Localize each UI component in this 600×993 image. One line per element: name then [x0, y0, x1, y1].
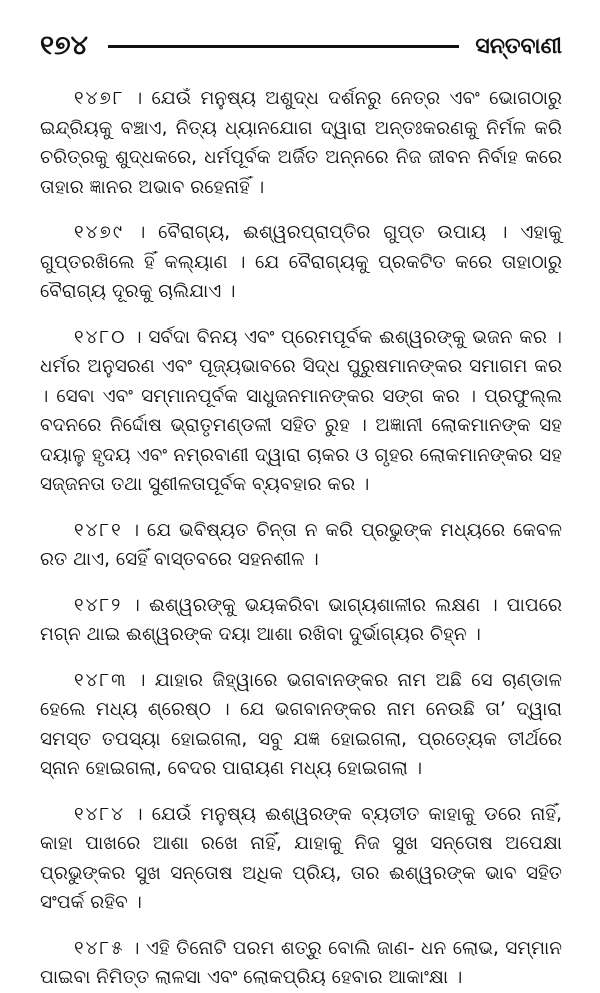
body-text [40, 84, 562, 993]
page-header [40, 22, 562, 70]
verse-text: । ଈଶ୍ୱରଙ୍କୁ ଭୟକରିବା ଭାଗ୍ୟଶାଳୀର ଲକ୍ଷଣ । ପାପରେ ମଗ୍ନ ଥାଇ ଈଶ୍ୱରଙ୍କ ଦୟା ଆଶା ରଖିବା ଦୁର୍ଭାଗ୍ୟର ଚିହ୍ନ । [40, 594, 562, 645]
verse-1479 [40, 218, 562, 307]
verse-text: । ଯେ ଭବିଷ୍ୟତ ଚିନ୍ତା ନ କରି ପ୍ରଭୁଙ୍କ ମଧ୍ୟରେ କେବଳ ରତ ଥାଏ, ସେହିଁ ବାସ୍ତବରେ ସହନଶୀଳ । [40, 519, 562, 570]
verse-text: । ସର୍ବଦା ବିନୟ ଏବଂ ପ୍ରେମପୂର୍ବକ ଈଶ୍ୱରଙ୍କୁ ଭଜନ କର । ଧର୍ମର ଅନୁସରଣ ଏବଂ ପୂଜ୍ୟଭାବରେ ସିଦ୍ଧ ପୁରୁଷମାନଙ୍କର ସମାଗମ କର । ସେବା ଏବଂ ସମ୍ମାନପୂର୍ବକ ସାଧୁଜନମାନଙ୍କର ସଙ୍ଗ କର । ପ୍ରଫୁଲ୍ଲ ବଦନରେ ନିର୍ଦ୍ଦୋଷ ଭ୍ରାତୃମଣ୍ଡଳୀ ସହିତ ରୁହ । ଅଜ୍ଞାନୀ ଲୋକମାନଙ୍କ ସହ ଦୟାଳୁ ହୃଦୟ ଏବଂ ନମ୍ରବାଣୀ ଦ୍ୱାରା ଚାକର ଓ ଗୃହର ଲୋକମାନଙ୍କର ସହ ସଜ୍ଜନତା ତଥା ସୁଶୀଳତାପୂର୍ବକ ବ୍ୟବହାର କର । [40, 326, 562, 495]
verse-text: । ଯେଉଁ ମନୁଷ୍ୟ ଈଶ୍ୱରଙ୍କ ବ୍ୟତୀତ କାହାକୁ ଡରେ ନାହିଁ, କାହା ପାଖରେ ଆଶା ରଖେ ନାହିଁ, ଯାହାକୁ ନିଜ ସୁଖ ସନ୍ତୋଷ ଅପେକ୍ଷା ପ୍ରଭୁଙ୍କର ସୁଖ ସନ୍ତୋଷ ଅଧିକ ପ୍ରିୟ, ତାର ଈଶ୍ୱରଙ୍କ ଭାବ ସହିତ ସଂପର୍କ ରହିବ । [40, 803, 562, 913]
verse-text: । ବୈରାଗ୍ୟ, ଈଶ୍ୱରପ୍ରାପ୍ତିର ଗୁପ୍ତ ଉପାୟ । ଏହାକୁ ଗୁପ୍ତରଖିଲେ ହିଁ କଲ୍ୟାଣ । ଯେ ବୈରାଗ୍ୟକୁ ପ୍ରକଟିତ କରେ ତାହାଠାରୁ ବୈରାଗ୍ୟ ଦୂରକୁ ଚାଲିଯାଏ । [40, 222, 562, 302]
verse-number: ୧୪୮୨ [74, 594, 123, 616]
verse-number: ୧୪୮୪ [74, 803, 126, 825]
verse-number: ୧୪୭୮ [74, 88, 125, 109]
verse-text: । ଯାହାର ଜିହ୍ୱାରେ ଭଗବାନଙ୍କର ନାମ ଅଛି ସେ ଚାଣ୍ଡାଳ ହେଲେ ମଧ୍ୟ ଶ୍ରେଷ୍ଠ । ଯେ ଭଗବାନଙ୍କର ନାମ ନେଉଛି ତା’ ଦ୍ୱାରା ସମସ୍ତ ତପସ୍ୟା ହୋଇଗଲା, ସବୁ ଯଜ୍ଞ ହୋଇଗଲା, ପ୍ରତ୍ୟେକ ତୀର୍ଥରେ ସ୍ନାନ ହୋଇଗଲା, ବେଦର ପାରାୟଣ ମଧ୍ୟ ହୋଇଗଲା । [40, 669, 562, 779]
verse-number: ୧୪୮୩ [74, 669, 128, 691]
verse-1483 [40, 666, 562, 784]
verse-text: । ଯେଉଁ ମନୁଷ୍ୟ ଅଶୁଦ୍ଧ ଦର୍ଶନରୁ ନେତ୍ର ଏବଂ ଭୋଗଠାରୁ ଇନ୍ଦ୍ରିୟକୁ ବଞ୍ଚାଏ, ନିତ୍ୟ ଧ୍ୟାନଯୋଗ ଦ୍ୱାରା ଅନ୍ତଃକରଣକୁ ନିର୍ମଳ କରି ଚରିତ୍ରକୁ ଶୁଦ୍ଧକରେ, ଧର୍ମପୂର୍ବକ ଅର୍ଜିତ ଅନ୍ନରେ ନିଜ ଜୀବନ ନିର୍ବାହ କରେ ତାହାର ଜ୍ଞାନର ଅଭାବ ରହେନାହିଁ । [40, 88, 562, 198]
verse-1485 [40, 934, 562, 993]
verse-1478 [40, 84, 562, 202]
verse-number: ୧୪୮୫ [74, 937, 125, 959]
verse-1481 [40, 516, 562, 575]
verse-text: । ଏହି ତିନୋଟି ପରମ ଶତ୍ରୁ ବୋଲି ଜାଣ- ଧନ ଲୋଭ, ସମ୍ମାନ ପାଇବା ନିମିତ୍ତ ଲାଳସା ଏବଂ ଲୋକପ୍ରିୟ ହେବାର ଆକାଂକ୍ଷା । [40, 937, 562, 988]
verse-1482 [40, 591, 562, 650]
running-title: ସନ୍ତବାଣୀ [475, 33, 562, 59]
page-number: ୧୭୪ [40, 30, 88, 61]
verse-1480 [40, 323, 562, 500]
verse-1484 [40, 800, 562, 918]
verse-number: ୧୪୮୧ [74, 519, 123, 541]
header-rule [108, 45, 459, 48]
verse-number: ୧୪୮୦ [74, 326, 127, 348]
verse-number: ୧୪୭୯ [74, 222, 125, 243]
